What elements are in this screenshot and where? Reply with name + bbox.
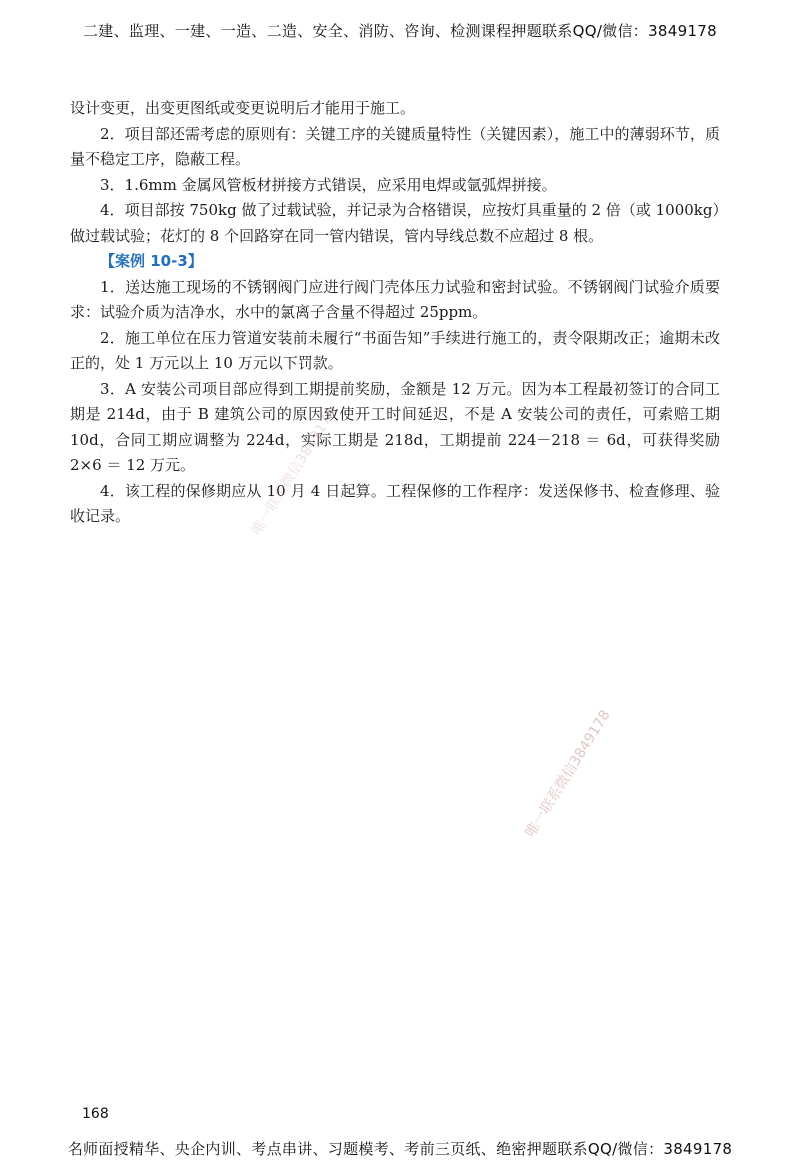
paragraph-continuation: 设计变更，出变更图纸或变更说明后才能用于施工。 — [70, 99, 416, 117]
answer-item-2: 2．项目部还需考虑的原则有：关键工序的关键质量特性（关键因素），施工中的薄弱环节，质量不稳定工序，隐蔽工程。 — [70, 124, 720, 168]
page-footer: 名师面授精华、央企内训、考点串讲、习题模考、考前三页纸、绝密押题联系QQ/微信：3849178 — [67, 1140, 733, 1158]
page-content — [70, 96, 720, 530]
case-answer-4: 4．该工程的保修期应从 10 月 4 日起算。工程保修的工作程序：发送保修书、检查修理、验收记录。 — [70, 481, 720, 525]
case-heading — [70, 249, 720, 275]
answer-item-4: 4．项目部按 750kg 做了过载试验，并记录为合格错误，应按灯具重量的 2 倍（或 1000kg）做过载试验；花灯的 8 个回路穿在同一管内错误，管内导线总数不应超过 8 根。 — [70, 201, 720, 245]
case-title: 【案例 10-3】 — [100, 252, 203, 270]
answer-item-3: 3．1.6mm 金属风管板材拼接方式错误，应采用电焊或氩弧焊拼接。 — [100, 175, 557, 194]
watermark-faint: 唯一联系微信3849178 — [248, 405, 340, 539]
case-answer-1: 1．送达施工现场的不锈钢阀门应进行阀门壳体压力试验和密封试验。不锈钢阀门试验介质要求：试验介质为洁净水，水中的氯离子含量不得超过 25ppm。 — [70, 277, 720, 321]
watermark: 唯一联系微信3849178 — [522, 707, 614, 841]
page-header: 二建、监理、一建、一造、二造、安全、消防、咨询、检测课程押题联系QQ/微信：3849178 — [83, 22, 717, 40]
case-answer-2: 2．施工单位在压力管道安装前未履行“书面告知”手续进行施工的，责令限期改正；逾期未改正的，处 1 万元以上 10 万元以下罚款。 — [70, 328, 720, 372]
case-answer-3: 3．A 安装公司项目部应得到工期提前奖励，金额是 12 万元。因为本工程最初签订的合同工期是 214d，由于 B 建筑公司的原因致使开工时间延迟，不是 A 安装公司的责任，可索赔工期 10d，合同工期应调整为 224d，实际工期是 218d，工期提前 224－218 ＝ 6d，可获得奖励 2×6 ＝ 12 万元。 — [70, 379, 720, 474]
page-number: 168 — [82, 1106, 109, 1122]
